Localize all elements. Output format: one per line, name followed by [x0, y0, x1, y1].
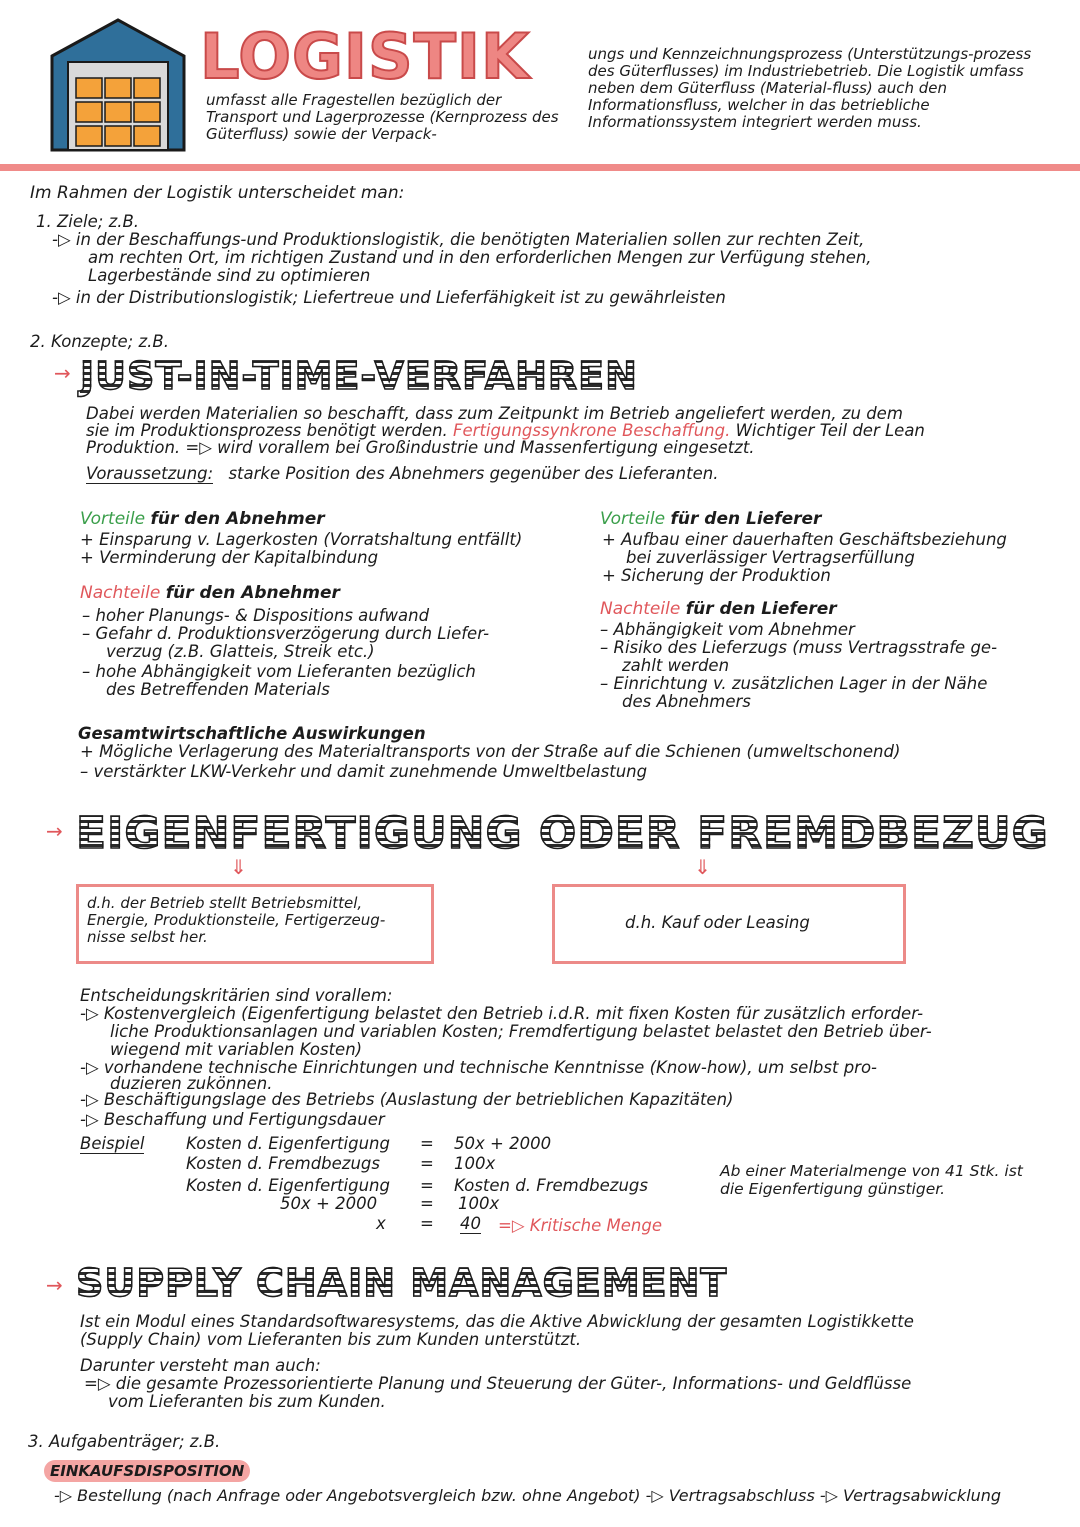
kritische-menge: =▷ Kritische Menge	[498, 1216, 662, 1235]
box-fremdbezug	[552, 884, 906, 964]
jit-desc: Dabei werden Materialien so beschafft, dass zum Zeitpunkt im Betrieb angeliefert werden, zu dem	[86, 404, 903, 423]
intro-left: umfasst alle Fragestellen bezüglich der Transport und Lagerprozesse (Kernprozess des Güterfluss) sowie der Verpack-	[206, 91, 559, 143]
beispiel-eq: =	[420, 1214, 434, 1233]
beispiel-left: x	[376, 1214, 386, 1233]
section1-line: -▷ in der Beschaffungs-und Produktionslogistik, die benötigten Materialien sollen zur rechten Zeit,	[52, 230, 865, 249]
beispiel-left: Kosten d. Fremdbezugs	[186, 1154, 380, 1173]
kriterien-item: -▷ vorhandene technische Einrichtungen und technische Kenntnisse (Know-how), um selbst pro-	[80, 1058, 878, 1077]
beispiel-eq: =	[420, 1176, 434, 1195]
kriterien-item: liche Produktionsanlagen und variablen Kosten; Fremdfertigung belastet belastet den Betrieb über-	[110, 1022, 932, 1041]
beispiel-result: 40	[460, 1214, 481, 1233]
section3-heading: 3. Aufgabenträger; z.B.	[28, 1432, 221, 1451]
arrow-icon: →	[46, 819, 63, 843]
jit-title: JUST-IN-TIME-VERFAHREN	[80, 354, 638, 398]
intro-text: Im Rahmen der Logistik unterscheidet man:	[30, 183, 405, 203]
nachteile-heading: für den Lieferer	[685, 599, 837, 619]
beispiel-eq: =	[420, 1134, 434, 1153]
section1-line: Lagerbestände sind zu optimieren	[88, 266, 371, 285]
list-item: – Gefahr d. Produktionsverzögerung durch Liefer-	[82, 624, 490, 643]
nachteile-label: Nachteile	[600, 599, 681, 619]
voraus-text: starke Position des Abnehmers gegenüber des Lieferanten.	[228, 464, 719, 483]
list-item: – hoher Planungs- & Dispositions aufwand	[82, 606, 430, 625]
list-item: verzug (z.B. Glatteis, Streik etc.)	[106, 642, 375, 661]
down-arrow-icon: ⇓	[694, 855, 711, 879]
beispiel-eq: =	[420, 1194, 434, 1213]
kriterien-heading: Entscheidungskritärien sind vorallem:	[80, 986, 393, 1005]
vorteile-heading: für den Abnehmer	[150, 509, 325, 529]
list-item: des Betreffenden Materials	[106, 680, 330, 699]
beispiel-right: 100x	[458, 1194, 500, 1213]
jit-highlight: Fertigungssynkrone Beschaffung.	[453, 421, 731, 440]
kriterien-item: -▷ Beschäftigungslage des Betriebs (Auslastung der betrieblichen Kapazitäten)	[80, 1090, 734, 1109]
list-item: + Aufbau einer dauerhaften Geschäftsbeziehung	[602, 530, 1007, 549]
scm-desc: Darunter versteht man auch:	[80, 1356, 321, 1375]
list-item: + Mögliche Verlagerung des Materialtransports von der Straße auf die Schienen (umweltschonend)	[80, 742, 901, 761]
list-item: – Risiko des Lieferzugs (muss Vertragsstrafe ge-	[600, 638, 998, 657]
page-title: LOGISTIK	[200, 20, 531, 93]
section1-line: -▷ in der Distributionslogistik; Liefertreue und Lieferfähigkeit ist zu gewährleisten	[52, 288, 726, 307]
header-divider	[0, 164, 1080, 171]
list-item: – Abhängigkeit vom Abnehmer	[600, 620, 855, 639]
box-text: d.h. Kauf oder Leasing	[625, 913, 810, 932]
list-item: – Einrichtung v. zusätzlichen Lager in der Nähe	[600, 674, 988, 693]
kriterien-item: -▷ Kostenvergleich (Eigenfertigung belastet den Betrieb i.d.R. mit fixen Kosten für zusätzlich erforder-	[80, 1004, 924, 1023]
kriterien-item: wiegend mit variablen Kosten)	[110, 1040, 363, 1059]
list-item: + Verminderung der Kapitalbindung	[80, 548, 379, 567]
gesamt-heading: Gesamtwirtschaftliche Auswirkungen	[78, 724, 426, 743]
beispiel-left: Kosten d. Eigenfertigung	[186, 1134, 390, 1153]
beispiel-left: Kosten d. Eigenfertigung	[186, 1176, 390, 1195]
list-item: + Sicherung der Produktion	[602, 566, 831, 585]
jit-desc: sie im Produktionsprozess benötigt werden.	[86, 421, 448, 440]
section1-line: am rechten Ort, im richtigen Zustand und in den erforderlichen Mengen zur Verfügung stehen,	[88, 248, 872, 267]
section3-line: -▷ Bestellung (nach Anfrage oder Angebotsvergleich bzw. ohne Angebot) -▷ Vertragsabschluss -▷ Vertragsabwicklung	[54, 1486, 1002, 1505]
warehouse-icon	[50, 16, 186, 152]
jit-desc: Produktion. =▷ wird vorallem bei Großindustrie und Massenfertigung eingesetzt.	[86, 438, 755, 457]
list-item: zahlt werden	[622, 656, 730, 675]
beispiel-eq: =	[420, 1154, 434, 1173]
list-item: + Einsparung v. Lagerkosten (Vorratshaltung entfällt)	[80, 530, 523, 549]
arrow-icon: →	[54, 361, 71, 385]
arrow-icon: →	[46, 1273, 63, 1297]
list-item: – hohe Abhängigkeit vom Lieferanten bezüglich	[82, 662, 476, 681]
beispiel-label: Beispiel	[80, 1134, 145, 1153]
box-eigenfertigung	[76, 884, 434, 964]
scm-desc: vom Lieferanten bis zum Kunden.	[108, 1392, 386, 1411]
intro-right: ungs und Kennzeichnungsprozess (Unterstützungs-prozess des Güterflusses) im Industriebetrieb. Die Logistik umfass neben dem Güterfluss (Material-fluss) auch den Informationsfluss, welcher in das betriebliche Informationssystem integriert werden muss.	[588, 45, 1032, 131]
section2-heading: 2. Konzepte; z.B.	[30, 332, 169, 351]
scm-desc: (Supply Chain) vom Lieferanten bis zum Kunden unterstützt.	[80, 1330, 582, 1349]
beispiel-right: 50x + 2000	[454, 1134, 552, 1153]
beispiel-left: 50x + 2000	[280, 1194, 378, 1213]
beispiel-right: Kosten d. Fremdbezugs	[454, 1176, 648, 1195]
list-item: des Abnehmers	[622, 692, 751, 711]
vorteile-label: Vorteile	[600, 509, 666, 529]
jit-desc: Wichtiger Teil der Lean	[735, 421, 925, 440]
ab-text: Ab einer Materialmenge von 41 Stk. ist die Eigenfertigung günstiger.	[720, 1162, 1023, 1198]
beispiel-right: 100x	[454, 1154, 496, 1173]
section1-heading: 1. Ziele; z.B.	[36, 212, 140, 231]
eigen-title: EIGENFERTIGUNG ODER FREMDBEZUG	[76, 808, 1049, 859]
vorteile-label: Vorteile	[80, 509, 146, 529]
scm-desc: =▷ die gesamte Prozessorientierte Planung und Steuerung der Güter-, Informations- und Geldflüsse	[84, 1374, 912, 1393]
nachteile-label: Nachteile	[80, 583, 161, 603]
voraus-label: Voraussetzung:	[86, 464, 214, 483]
list-item: – verstärkter LKW-Verkehr und damit zunehmende Umweltbelastung	[80, 762, 648, 781]
vorteile-heading: für den Lieferer	[670, 509, 822, 529]
scm-title: SUPPLY CHAIN MANAGEMENT	[76, 1261, 728, 1305]
list-item: bei zuverlässiger Vertragserfüllung	[626, 548, 915, 567]
einkauf-badge: EINKAUFSDISPOSITION	[44, 1460, 250, 1482]
scm-desc: Ist ein Modul eines Standardsoftwaresystems, das die Aktive Abwicklung der gesamten Logistikkette	[80, 1312, 914, 1331]
kriterien-item: duzieren zukönnen.	[110, 1074, 273, 1093]
box-text: d.h. der Betrieb stellt Betriebsmittel, Energie, Produktionsteile, Fertigerzeug-nisse selbst her.	[87, 894, 386, 946]
down-arrow-icon: ⇓	[230, 855, 247, 879]
nachteile-heading: für den Abnehmer	[165, 583, 340, 603]
kriterien-item: -▷ Beschaffung und Fertigungsdauer	[80, 1110, 385, 1129]
